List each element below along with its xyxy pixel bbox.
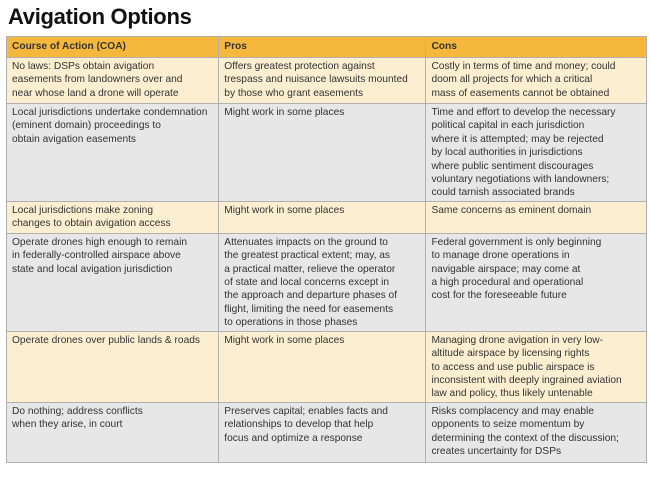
cell-line: inconsistent with deeply ingrained aviation	[431, 375, 622, 387]
cell-line: Might work in some places	[224, 204, 345, 216]
cell-line: navigable airspace; may come at	[431, 263, 581, 275]
table-row	[7, 104, 647, 202]
cell-line: Local jurisdictions make zoning	[12, 204, 153, 216]
cell-line: of state and local concerns except in	[224, 277, 390, 289]
cell-pros	[219, 331, 426, 402]
cell-coa	[7, 58, 219, 104]
cell-line: Risks complacency and may enable	[431, 405, 594, 417]
cell-line: near whose land a drone will operate	[12, 87, 179, 99]
table-row	[7, 201, 647, 233]
cell-line: where it is attempted; may be rejected	[431, 133, 604, 145]
cell-line: flight, limiting the need for easements	[224, 303, 394, 315]
cell-line: Offers greatest protection against	[224, 61, 375, 72]
cell-line: Operate drones high enough to remain	[12, 236, 188, 248]
cell-line: Local jurisdictions undertake condemnation	[12, 107, 208, 118]
cell-line: political capital in each jurisdiction	[431, 120, 585, 132]
cell-line: determining the context of the discussion;	[431, 432, 619, 444]
cell-line: No laws: DSPs obtain avigation	[12, 61, 155, 72]
cell-line: to access and use public airspace is	[431, 361, 595, 373]
cell-line: (eminent domain) proceedings to	[12, 120, 161, 132]
table-row	[7, 331, 647, 402]
cell-coa	[7, 331, 219, 402]
cell-cons	[426, 402, 647, 462]
cell-line: Might work in some places	[224, 107, 345, 118]
cell-cons	[426, 201, 647, 233]
cell-line: Time and effort to develop the necessary	[431, 107, 616, 118]
cell-coa	[7, 104, 219, 202]
cell-line: altitude airspace by licensing rights	[431, 348, 590, 360]
cell-line: opponents to seize momentum by	[431, 419, 585, 431]
cell-pros	[219, 201, 426, 233]
cell-pros	[219, 233, 426, 331]
cell-line: by those who grant easements	[224, 87, 364, 99]
cell-line: a practical matter, relieve the operator	[224, 263, 396, 275]
cell-cons	[426, 104, 647, 202]
table-header-row	[7, 37, 647, 58]
cell-pros	[219, 402, 426, 462]
header-course-of-action: Course of Action (COA)	[7, 37, 219, 58]
cell-line: Might work in some places	[224, 334, 345, 346]
cell-line: focus and optimize a response	[224, 432, 363, 444]
cell-line: the approach and departure phases of	[224, 290, 398, 302]
cell-line: Attenuates impacts on the ground to	[224, 236, 388, 248]
cell-line: Federal government is only beginning	[431, 236, 602, 248]
cell-line: mass of easements cannot be obtained	[431, 87, 610, 99]
cell-line: Costly in terms of time and money; could	[431, 61, 616, 72]
header-pros: Pros	[219, 37, 426, 58]
cell-coa	[7, 233, 219, 331]
cell-coa	[7, 201, 219, 233]
cell-line: to manage drone operations in	[431, 250, 570, 262]
cell-line: doom all projects for which a critical	[431, 74, 593, 86]
cell-line: Do nothing; address conflicts	[12, 405, 143, 417]
cell-cons	[426, 331, 647, 402]
cell-line: relationships to develop that help	[224, 419, 374, 431]
avigation-options-table	[6, 36, 647, 463]
cell-cons	[426, 233, 647, 331]
cell-line: to operations in those phases	[224, 317, 358, 329]
cell-line: when they arise, in court	[12, 419, 123, 431]
cell-line: the greatest practical extent; may, as	[224, 250, 391, 262]
table-row	[7, 402, 647, 462]
cell-line: Same concerns as eminent domain	[431, 204, 592, 216]
cell-line: in federally-controlled airspace above	[12, 250, 181, 262]
cell-line: Preserves capital; enables facts and	[224, 405, 388, 417]
table-row	[7, 233, 647, 331]
cell-line: Operate drones over public lands & roads	[12, 334, 201, 346]
cell-line: changes to obtain avigation access	[12, 218, 171, 230]
cell-line: by local authorities in jurisdictions	[431, 147, 583, 159]
cell-line: a high procedural and operational	[431, 277, 584, 289]
cell-line: creates uncertainty for DSPs	[431, 446, 562, 458]
cell-pros	[219, 104, 426, 202]
cell-line: where public sentiment discourages	[431, 160, 594, 172]
cell-line: easements from landowners over and	[12, 74, 183, 86]
cell-pros	[219, 58, 426, 104]
cell-line: voluntary negotiations with landowners;	[431, 174, 610, 186]
cell-line: cost for the foreseeable future	[431, 290, 567, 302]
cell-line: state and local avigation jurisdiction	[12, 263, 173, 275]
cell-line: Managing drone avigation in very low-	[431, 334, 604, 346]
cell-coa	[7, 402, 219, 462]
cell-line: obtain avigation easements	[12, 133, 137, 145]
header-cons: Cons	[426, 37, 647, 58]
page-title: Avigation Options	[8, 4, 192, 29]
table-row	[7, 58, 647, 104]
cell-line: could tarnish associated brands	[431, 187, 575, 199]
cell-line: law and policy, thus likely untenable	[431, 388, 593, 400]
cell-line: trespass and nuisance lawsuits mounted	[224, 74, 408, 86]
cell-cons	[426, 58, 647, 104]
